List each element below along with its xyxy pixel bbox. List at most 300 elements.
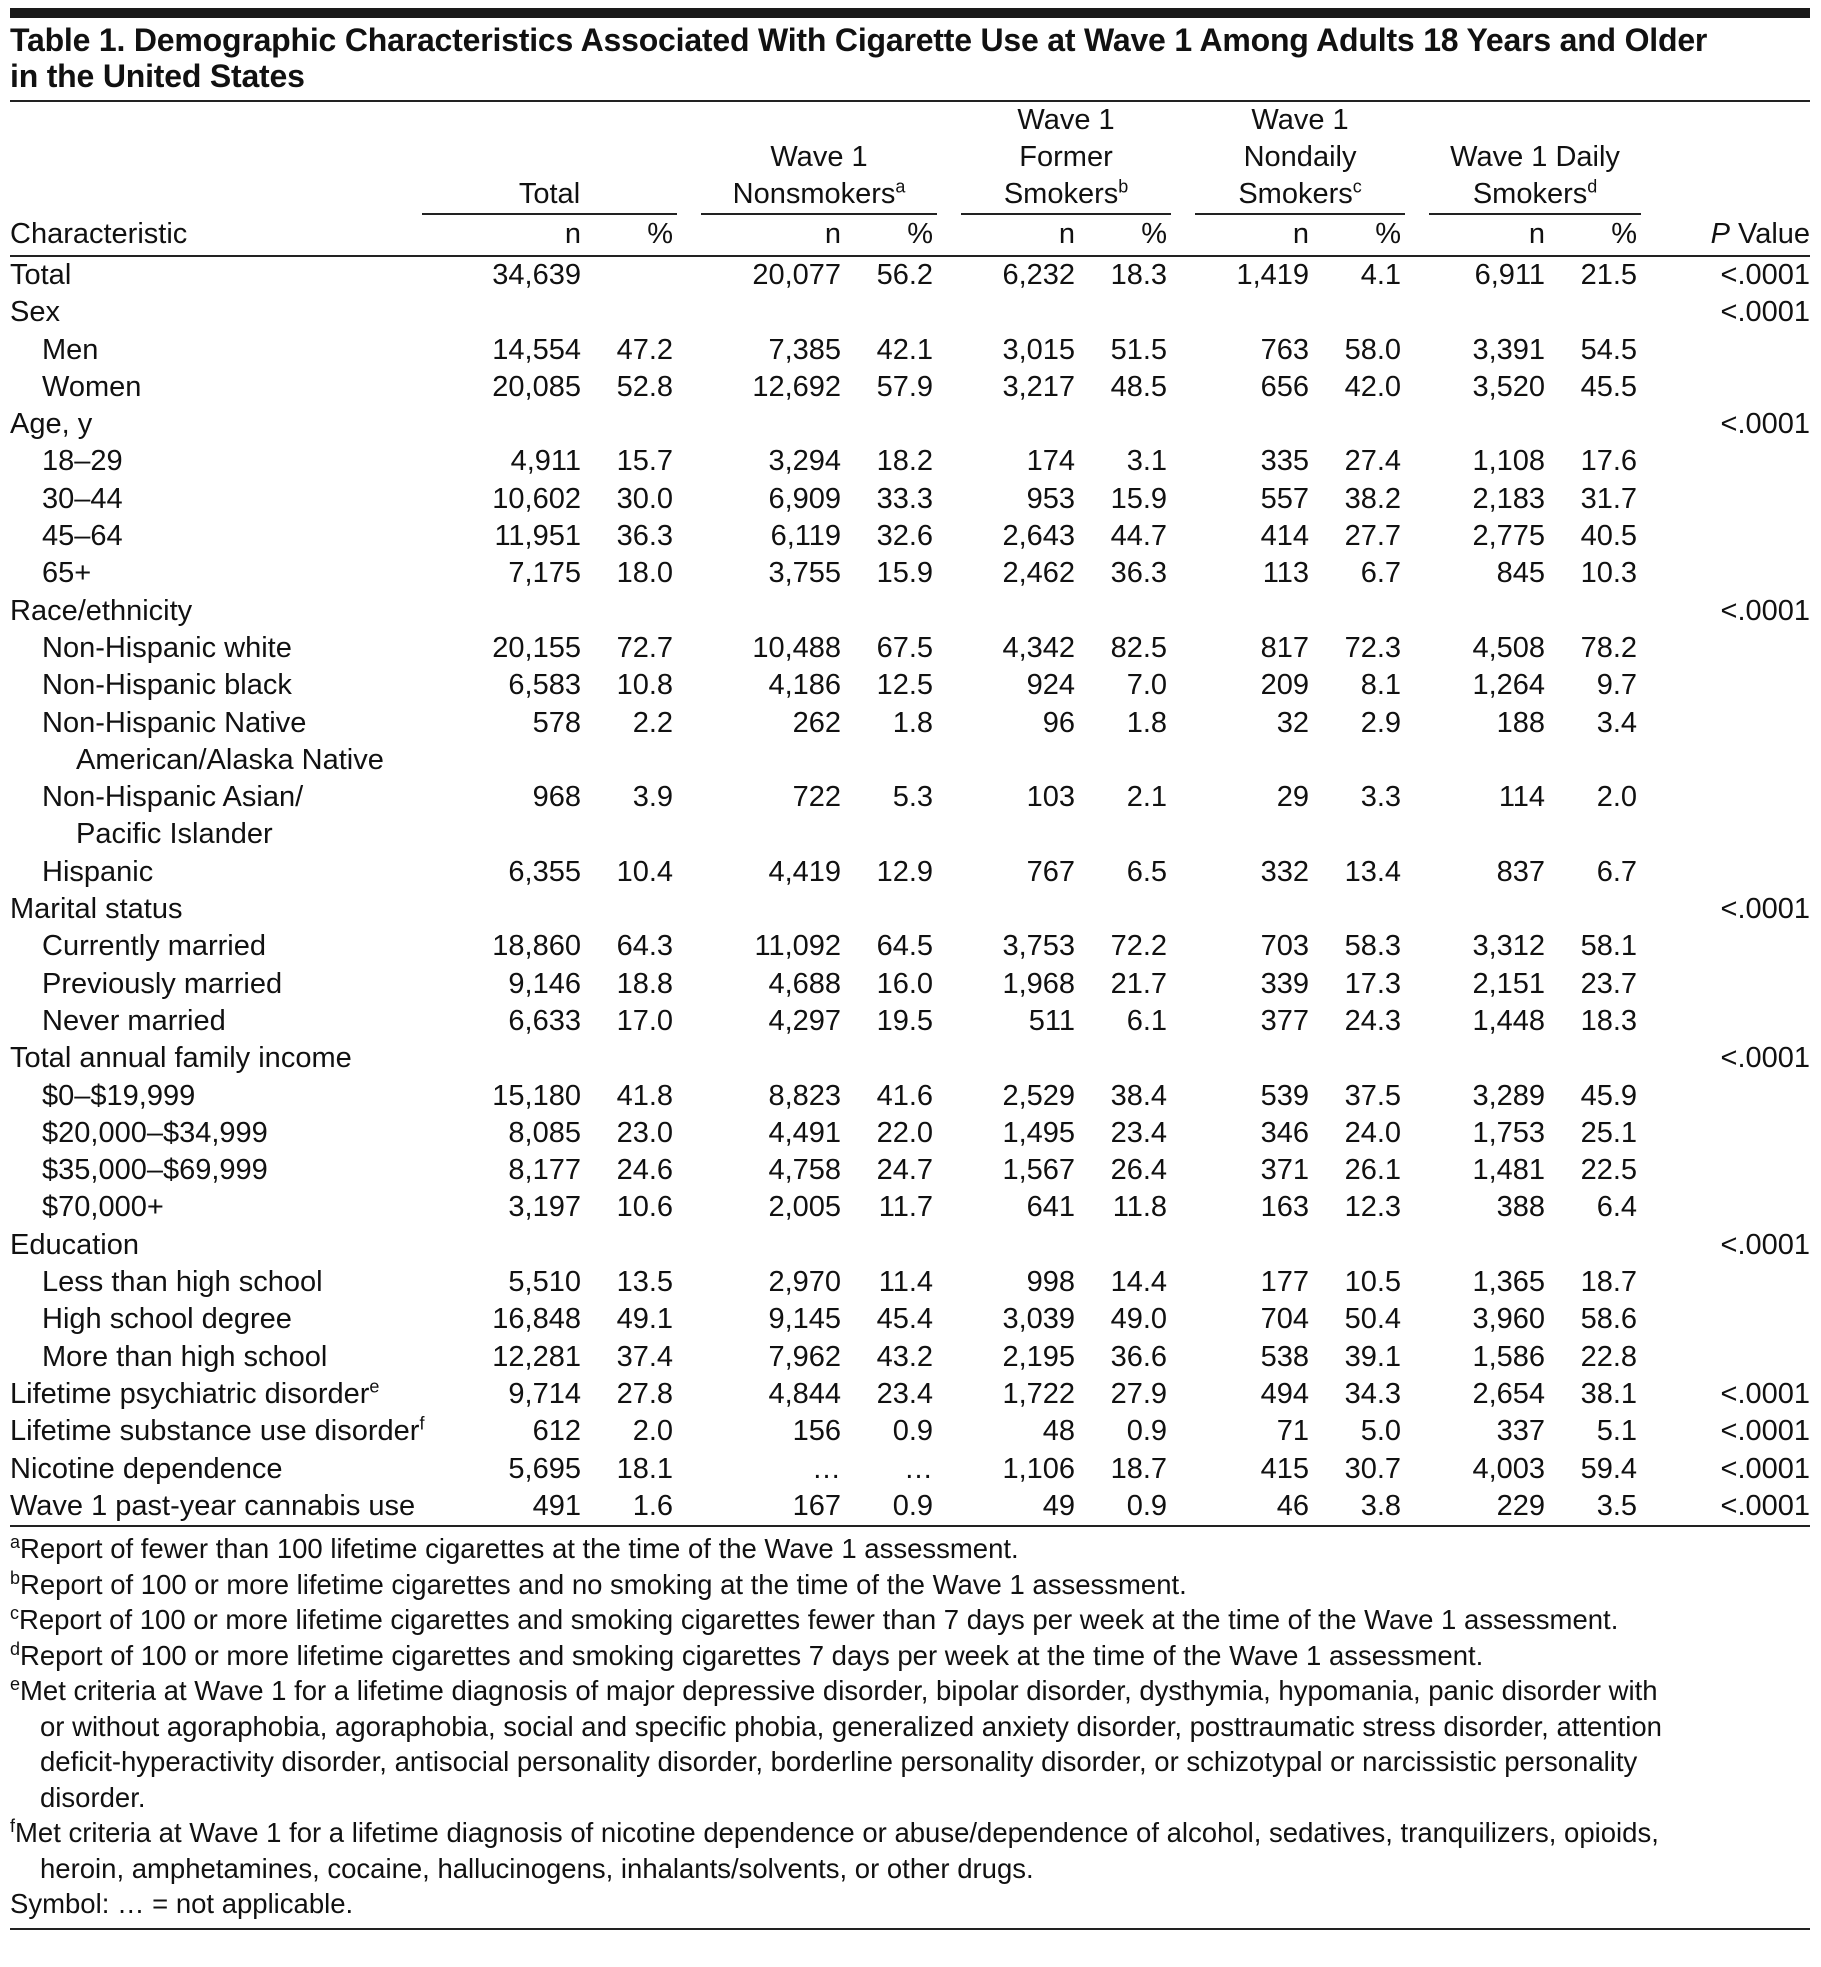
table-title-line-2: in the United States (10, 58, 305, 94)
cell-pct: 27.9 (1110, 1377, 1168, 1410)
cell-n (1417, 593, 1561, 630)
table-body (10, 256, 1810, 1525)
cell-n: 10,602 (492, 482, 581, 515)
cell-n: 335 (1260, 445, 1310, 478)
cell-pct: 0.9 (892, 1415, 934, 1448)
cell-n: 656 (1260, 370, 1310, 403)
header-group-4 (1417, 102, 1653, 215)
cell-pct: 18.3 (1110, 259, 1168, 291)
table-row (10, 1301, 1810, 1338)
footnote-line: Report of 100 or more lifetime cigarettes and smoking cigarettes fewer than 7 days per week at the time of the Wave 1 assessment. (19, 1604, 1619, 1636)
cell-n (689, 294, 857, 331)
cell-pct (1561, 891, 1653, 928)
cell-pct: 24.7 (876, 1154, 934, 1187)
cell-n (410, 1227, 597, 1264)
cell-n: 18,860 (492, 930, 581, 963)
cell-n: 538 (1260, 1340, 1310, 1373)
cell-pct (1091, 816, 1183, 853)
table-row (10, 1227, 1810, 1264)
table-row (10, 1451, 1810, 1488)
cell-n (410, 1040, 597, 1077)
cell-pct: 30.0 (616, 482, 674, 515)
cell-n: 20,077 (752, 259, 842, 291)
cell-n: 8,085 (508, 1116, 581, 1149)
cell-n: 7,962 (768, 1340, 842, 1373)
cell-pct (857, 406, 949, 443)
header-group-3 (1183, 102, 1417, 215)
row-label-cell (10, 1264, 410, 1301)
cell-n: 3,960 (1472, 1303, 1546, 1336)
cell-pct: 21.5 (1580, 259, 1638, 291)
table-row (10, 406, 1810, 443)
cell-n: 103 (1026, 781, 1076, 814)
cell-pct: 26.1 (1344, 1154, 1402, 1187)
document-page (10, 8, 1810, 1930)
table-bottom-rule (10, 1525, 1810, 1527)
cell-n: 1,264 (1472, 669, 1546, 702)
cell-n: 2,775 (1472, 520, 1546, 553)
cell-pct: 4.1 (1360, 259, 1402, 291)
cell-n: 1,753 (1472, 1116, 1546, 1149)
cell-n: 377 (1260, 1004, 1310, 1037)
cell-pct: 21.7 (1110, 967, 1168, 1000)
cell-p-value (1653, 1264, 1810, 1301)
cell-p-value (1653, 369, 1810, 406)
cell-pct: 57.9 (876, 370, 934, 403)
table-row (10, 705, 1810, 742)
row-label: Marital status (10, 893, 183, 926)
cell-n (1417, 816, 1561, 853)
cell-pct: 2.0 (632, 1415, 674, 1448)
table-row (10, 1376, 1810, 1413)
cell-pct (857, 1040, 949, 1077)
header-group-underline (1195, 102, 1405, 215)
cell-n (1417, 294, 1561, 331)
cell-n (410, 406, 597, 443)
cell-n (1183, 816, 1325, 853)
footnote-letter: b (10, 1567, 21, 1588)
row-label-cell (10, 1339, 410, 1376)
cell-pct: … (904, 1452, 934, 1485)
row-label: Hispanic (42, 855, 154, 888)
cell-n: 34,639 (492, 259, 581, 291)
cell-pct (857, 294, 949, 331)
header-n: n (1183, 215, 1325, 256)
row-label: Non-Hispanic black (42, 669, 292, 702)
footnote-line: Met criteria at Wave 1 for a lifetime diagnosis of nicotine dependence or abuse/dependence of alcohol, sedatives, tranquilizers, opioids, (15, 1817, 1659, 1849)
cell-pct: 43.2 (876, 1340, 934, 1373)
cell-p-value (1653, 1339, 1810, 1376)
cell-n (689, 1040, 857, 1077)
row-label-cell (10, 481, 410, 518)
cell-n: 8,177 (508, 1154, 581, 1187)
cell-pct: 45.4 (876, 1303, 934, 1336)
cell-pct: 24.3 (1344, 1004, 1402, 1037)
cell-n: 29 (1276, 781, 1310, 814)
header-group-0 (410, 102, 689, 215)
cell-n: 1,567 (1002, 1154, 1076, 1187)
cell-n: 6,633 (508, 1004, 581, 1037)
table-row (10, 630, 1810, 667)
table-row (10, 1264, 1810, 1301)
row-label-cell (10, 928, 410, 965)
cell-n (1183, 1227, 1325, 1264)
header-group-2 (949, 102, 1183, 215)
cell-pct (1091, 891, 1183, 928)
cell-n: 16,848 (492, 1303, 581, 1336)
row-label-cell (10, 593, 410, 630)
cell-n: 2,005 (768, 1191, 842, 1224)
row-label-cell (10, 555, 410, 592)
table-row (10, 294, 1810, 331)
cell-n (1417, 1227, 1561, 1264)
header-footnote-marker: b (1118, 176, 1129, 197)
cell-pct: 33.3 (876, 482, 934, 515)
table-row (10, 1413, 1810, 1450)
cell-pct: 44.7 (1110, 520, 1168, 553)
row-label: Nicotine dependence (10, 1452, 283, 1485)
footnote-letter: f (10, 1815, 16, 1836)
header-p-value-text: Value (1729, 218, 1811, 250)
table-row (10, 1488, 1810, 1525)
cell-pct: 58.3 (1344, 930, 1402, 963)
cell-n: 4,297 (768, 1004, 842, 1037)
table-row (10, 332, 1810, 369)
table-row (10, 1040, 1810, 1077)
header-group-line: Smokers$^c$ (1238, 176, 1362, 210)
row-label-cell (10, 1003, 410, 1040)
cell-n: 3,753 (1002, 930, 1076, 963)
cell-p-value (1653, 443, 1810, 480)
cell-n: 1,365 (1472, 1266, 1546, 1299)
row-label-cell (10, 1301, 410, 1338)
cell-p-value: <.0001 (1720, 1489, 1811, 1522)
cell-n: 3,294 (768, 445, 842, 478)
cell-pct (597, 294, 689, 331)
header-pct: % (597, 215, 689, 256)
cell-n: 3,039 (1002, 1303, 1076, 1336)
cell-pct (1325, 742, 1417, 779)
cell-p-value (1653, 1189, 1810, 1226)
cell-pct (857, 1227, 949, 1264)
cell-n: 1,481 (1472, 1154, 1546, 1187)
cell-n: 2,195 (1002, 1340, 1076, 1373)
cell-pct: 36.6 (1110, 1340, 1168, 1373)
header-n: n (410, 215, 597, 256)
cell-pct: 15.9 (876, 557, 934, 590)
cell-n (949, 294, 1091, 331)
row-label-cell (10, 1189, 410, 1226)
cell-pct: 18.1 (616, 1452, 674, 1485)
cell-pct: 0.9 (1126, 1415, 1168, 1448)
cell-n: 163 (1260, 1191, 1310, 1224)
row-label: Pacific Islander (76, 818, 273, 851)
header-group-line: Wave 1 (1017, 104, 1115, 136)
header-group-line: Former (1019, 141, 1113, 173)
cell-pct: 37.4 (616, 1340, 674, 1373)
footnote (10, 1602, 1810, 1638)
cell-pct: 64.5 (876, 930, 934, 963)
cell-pct: 3.5 (1596, 1489, 1638, 1522)
cell-p-value (1653, 1152, 1810, 1189)
cell-n (410, 593, 597, 630)
cell-p-value (1653, 332, 1810, 369)
header-group-underline (1429, 139, 1641, 215)
footnote-line: Report of 100 or more lifetime cigarettes and smoking cigarettes 7 days per week at the time of the Wave 1 assessment. (20, 1639, 1484, 1671)
cell-n (1183, 406, 1325, 443)
footnote-line: Report of 100 or more lifetime cigarettes and no smoking at the time of the Wave 1 assessment. (20, 1568, 1187, 1600)
footnote-line: Symbol: … = not applicable. (10, 1888, 354, 1920)
cell-n: 3,755 (768, 557, 842, 590)
cell-pct: 72.2 (1110, 930, 1168, 963)
cell-n: … (812, 1452, 842, 1485)
row-label-cell (10, 1376, 410, 1413)
cell-n: 388 (1496, 1191, 1546, 1224)
cell-n: 9,146 (508, 967, 581, 1000)
cell-n (689, 593, 857, 630)
row-label: Never married (42, 1004, 226, 1037)
cell-pct (1561, 406, 1653, 443)
cell-pct: 18.7 (1580, 1266, 1638, 1299)
cell-n (410, 891, 597, 928)
cell-pct: 22.8 (1580, 1340, 1638, 1373)
cell-n (1183, 1040, 1325, 1077)
row-label-cell (10, 1413, 425, 1450)
cell-pct: 14.4 (1110, 1266, 1168, 1299)
row-label: Previously married (42, 967, 283, 1000)
cell-pct (1091, 742, 1183, 779)
cell-pct: 27.4 (1344, 445, 1402, 478)
table-row (10, 1189, 1810, 1226)
cell-p-value: <.0001 (1720, 259, 1811, 291)
cell-n (1417, 891, 1561, 928)
header-p-value (1653, 215, 1810, 256)
cell-n: 1,448 (1472, 1004, 1546, 1037)
row-label-cell (10, 406, 410, 443)
cell-pct: 3.4 (1596, 706, 1638, 739)
cell-n: 6,911 (1474, 259, 1546, 291)
cell-pct: 2.1 (1126, 781, 1168, 814)
cell-p-value: <.0001 (1720, 594, 1811, 627)
cell-n: 2,151 (1472, 967, 1546, 1000)
cell-n: 7,175 (508, 557, 581, 590)
cell-p-value: <.0001 (1720, 1415, 1811, 1448)
cell-pct: 38.4 (1110, 1079, 1168, 1112)
footnote-marker: e (369, 1376, 380, 1397)
cell-n: 2,462 (1002, 557, 1076, 590)
cell-n: 3,391 (1472, 333, 1546, 366)
cell-pct: 0.9 (1126, 1489, 1168, 1522)
cell-n: 174 (1026, 445, 1076, 478)
cell-n (1417, 742, 1561, 779)
cell-n (1183, 294, 1325, 331)
cell-pct: 56.2 (876, 259, 934, 291)
cell-n (689, 742, 857, 779)
footnotes (10, 1531, 1810, 1922)
header-group-line: Wave 1 (770, 141, 868, 173)
cell-pct (1325, 1227, 1417, 1264)
cell-n: 32 (1276, 706, 1310, 739)
cell-pct: 58.1 (1580, 930, 1638, 963)
cell-p-value (1653, 816, 1810, 853)
row-label: Non-Hispanic white (42, 631, 292, 664)
cell-n: 4,911 (510, 445, 581, 478)
header-pct: % (1091, 215, 1183, 256)
footnote (10, 1567, 1810, 1603)
cell-pct: 16.0 (876, 967, 934, 1000)
cell-p-value (1653, 630, 1810, 667)
table-row (10, 779, 1810, 816)
cell-n: 4,844 (768, 1377, 842, 1410)
cell-pct (1561, 1227, 1653, 1264)
row-label-cell (10, 256, 410, 294)
cell-n: 6,355 (508, 855, 581, 888)
header-group-underline (701, 139, 937, 215)
cell-p-value (1653, 854, 1810, 891)
header-footnote-marker: d (1587, 176, 1598, 197)
cell-n: 703 (1260, 930, 1310, 963)
table-row (10, 667, 1810, 704)
cell-n: 4,419 (768, 855, 842, 888)
header-group-1 (689, 102, 949, 215)
cell-n: 953 (1026, 482, 1076, 515)
footnote (10, 1638, 1810, 1674)
cell-pct: 7.0 (1126, 669, 1168, 702)
cell-pct: 22.5 (1580, 1154, 1638, 1187)
cell-p-value: <.0001 (1720, 1452, 1811, 1485)
row-label: Total annual family income (10, 1042, 352, 1075)
cell-n (949, 593, 1091, 630)
cell-n: 704 (1260, 1303, 1310, 1336)
cell-n: 6,119 (770, 520, 842, 553)
cell-pct: 2.9 (1360, 706, 1402, 739)
cell-pct: 50.4 (1344, 1303, 1402, 1336)
cell-n: 763 (1260, 333, 1310, 366)
cell-n: 3,289 (1472, 1079, 1546, 1112)
cell-n: 8,823 (768, 1079, 842, 1112)
row-label-cell (10, 667, 410, 704)
cell-pct: 48.5 (1110, 370, 1168, 403)
cell-pct (1091, 1227, 1183, 1264)
cell-p-value (1653, 1078, 1810, 1115)
cell-n: 4,688 (768, 967, 842, 1000)
cell-pct: 5.0 (1360, 1415, 1402, 1448)
table-row (10, 742, 1810, 779)
cell-pct (1091, 593, 1183, 630)
cell-pct (597, 406, 689, 443)
cell-n: 4,003 (1472, 1452, 1546, 1485)
footnote-marker: f (419, 1413, 425, 1434)
cell-pct: 52.8 (616, 370, 674, 403)
row-label: Women (42, 370, 142, 403)
header-pct: % (857, 215, 949, 256)
row-label: High school degree (42, 1303, 292, 1336)
cell-pct: 82.5 (1110, 631, 1168, 664)
cell-pct (1091, 294, 1183, 331)
cell-pct: 72.7 (616, 631, 674, 664)
row-label-cell (10, 332, 410, 369)
table-row (10, 555, 1810, 592)
cell-pct: 36.3 (1110, 557, 1168, 590)
cell-pct: 42.1 (876, 333, 934, 366)
cell-pct (1091, 406, 1183, 443)
cell-pct (1325, 406, 1417, 443)
table-row (10, 1003, 1810, 1040)
header-footnote-marker: a (895, 176, 906, 197)
cell-n: 7,385 (768, 333, 842, 366)
cell-pct (1325, 593, 1417, 630)
cell-n: 9,145 (768, 1303, 842, 1336)
cell-pct: 9.7 (1596, 669, 1638, 702)
cell-pct: 26.4 (1110, 1154, 1168, 1187)
cell-pct: 24.6 (616, 1154, 674, 1187)
cell-pct: 41.6 (876, 1079, 934, 1112)
cell-pct: 12.3 (1344, 1191, 1402, 1224)
cell-p-value (1653, 1301, 1810, 1338)
row-label: Age, y (10, 408, 93, 441)
cell-n: 11,951 (494, 520, 581, 553)
cell-pct (597, 593, 689, 630)
cell-pct: 64.3 (616, 930, 674, 963)
cell-p-value: <.0001 (1720, 1228, 1811, 1261)
cell-n: 924 (1026, 669, 1076, 702)
cell-n: 20,085 (492, 370, 581, 403)
cell-n: 557 (1260, 482, 1310, 515)
cell-n (949, 1040, 1091, 1077)
cell-pct: 24.0 (1344, 1116, 1402, 1149)
table-title-line-1: Table 1. Demographic Characteristics Associated With Cigarette Use at Wave 1 Among Adults 18 Years and Older (10, 22, 1708, 58)
cell-pct: 30.7 (1344, 1452, 1402, 1485)
row-label: Non-Hispanic Native (42, 706, 307, 739)
cell-n: 968 (532, 781, 581, 814)
end-rule (10, 1928, 1810, 1930)
cell-pct (1561, 593, 1653, 630)
cell-n: 156 (792, 1415, 842, 1448)
cell-p-value (1653, 555, 1810, 592)
header-p-letter: P (1710, 218, 1730, 250)
cell-pct: 18.7 (1110, 1452, 1168, 1485)
cell-n: 1,108 (1472, 445, 1546, 478)
table-row (10, 891, 1810, 928)
cell-pct: 1.6 (632, 1489, 674, 1522)
cell-pct: 36.3 (616, 520, 674, 553)
row-label: 30–44 (42, 482, 123, 515)
cell-pct: 45.9 (1580, 1079, 1638, 1112)
cell-pct: 2.2 (632, 706, 674, 739)
row-label: $0–$19,999 (42, 1079, 196, 1112)
cell-pct (1325, 816, 1417, 853)
cell-pct: 17.3 (1344, 967, 1402, 1000)
cell-n: 5,695 (508, 1452, 581, 1485)
cell-pct: 41.8 (616, 1079, 674, 1112)
header-group-underline (961, 102, 1171, 215)
cell-pct: 67.5 (876, 631, 934, 664)
row-label: $70,000+ (42, 1191, 164, 1224)
cell-pct: 23.4 (876, 1377, 934, 1410)
cell-pct: 6.7 (1596, 855, 1638, 888)
row-label: $35,000–$69,999 (42, 1154, 268, 1187)
cell-n: 2,970 (768, 1266, 842, 1299)
footnote-line: disorder. (40, 1781, 146, 1813)
cell-pct (857, 891, 949, 928)
header-group-line: Wave 1 Daily (1450, 141, 1620, 173)
cell-pct (1091, 1040, 1183, 1077)
row-label: More than high school (42, 1340, 328, 1373)
cell-n: 641 (1026, 1191, 1076, 1224)
table-row (10, 481, 1810, 518)
row-label-cell (10, 779, 410, 816)
top-rule (10, 8, 1810, 18)
